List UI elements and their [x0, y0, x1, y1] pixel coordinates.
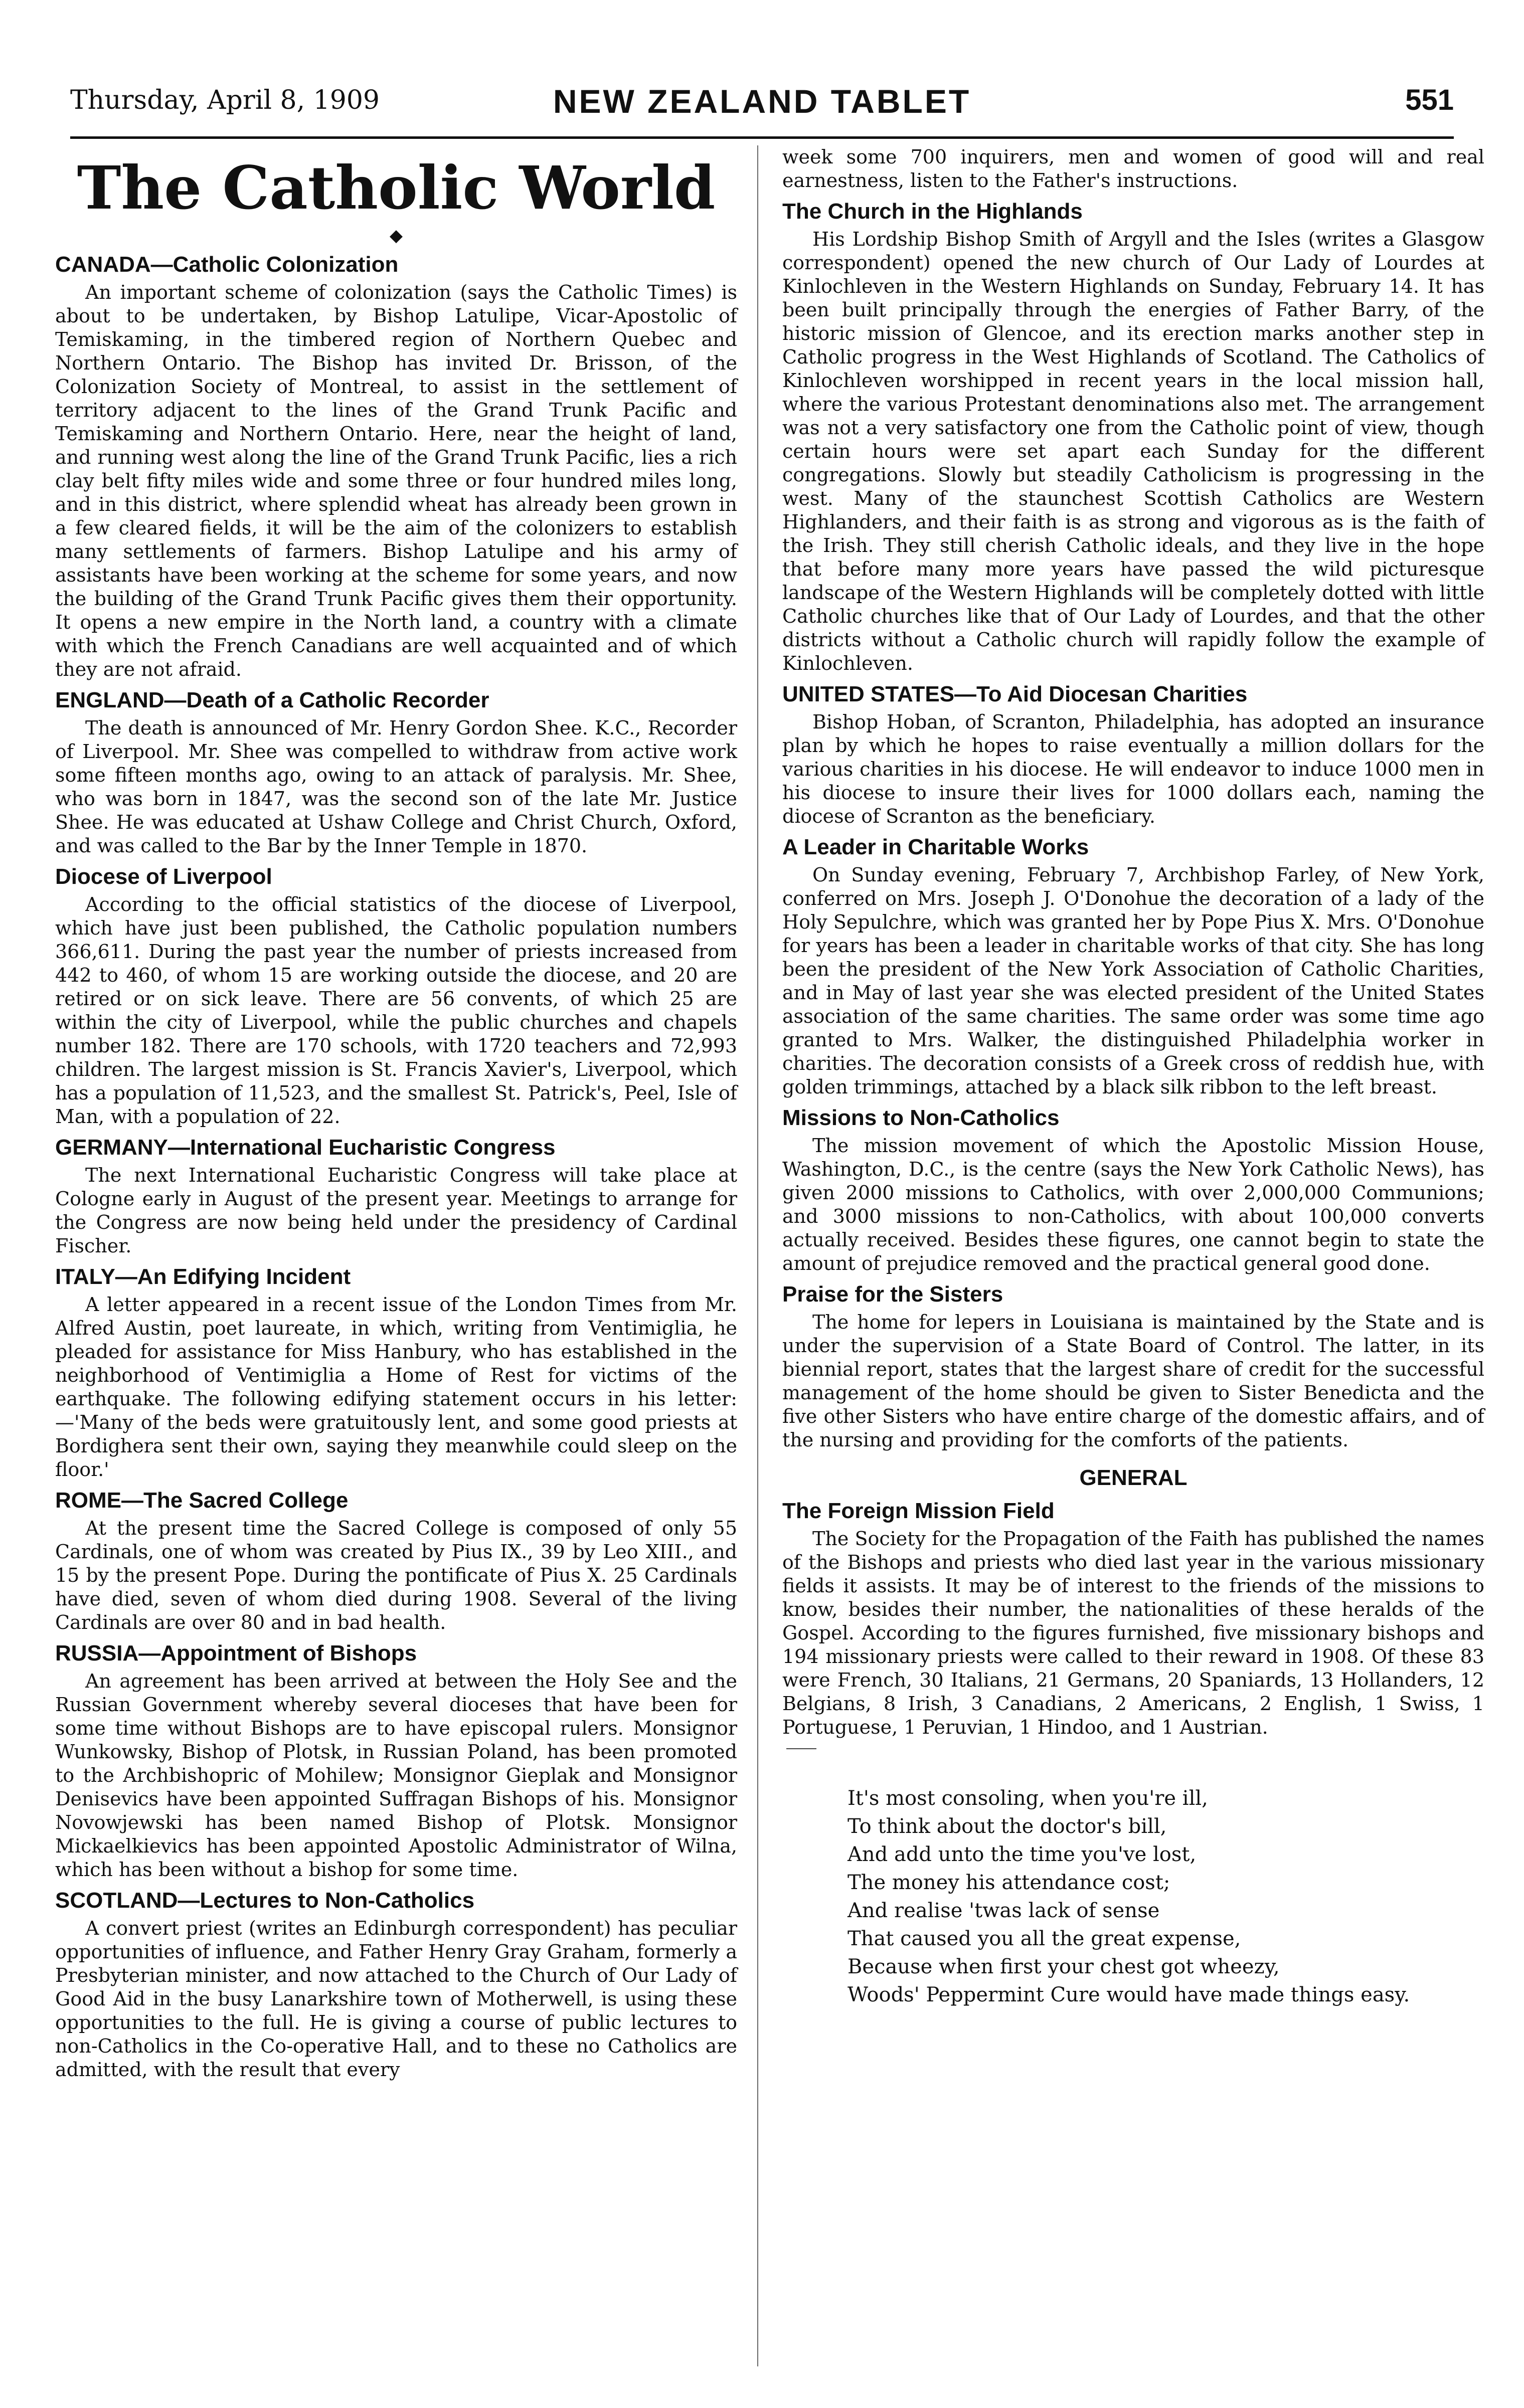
article-body: The home for lepers in Louisiana is maintained by the State and is under the supervision of a State Board of Control. The latter, in its biennial report, states that the largest share of credit for the successful management of the home should be given to Sister Benedicta and the five other Sisters who have entire charge of the domestic affairs, and of the nursing and providing for the comforts of the patients. — [782, 1311, 1484, 1451]
continued-text: week some 700 inquirers, men and women of good will and real earnestness, listen to the Father's instructions. — [782, 146, 1484, 192]
poem-line: And realise 'twas lack of sense — [848, 1899, 1160, 1922]
advert-poem — [848, 1784, 1484, 2009]
right-articles — [782, 198, 1484, 1452]
general-heading: GENERAL — [1079, 1465, 1188, 1490]
poem-line: The money his attendance cost; — [848, 1871, 1170, 1894]
left-column — [55, 145, 737, 2082]
article-body: According to the official statistics of the diocese of Liverpool, which have just been published, the Catholic population numbers 366,611. During the past year the number of priests increased from 442 to 460, of whom 15 are working outside the diocese, and 20 are retired or on sick leave. There are 56 convents, of which 25 are within the city of Liverpool, while the public churches and chapels number 182. There are 170 schools, with 1720 teachers and 72,993 children. The largest mission is St. Francis Xavier's, Liverpool, which has a population of 11,523, and the smallest St. Patrick's, Peel, Isle of Man, with a population of 22. — [55, 893, 737, 1128]
left-articles — [55, 251, 737, 2082]
article-body: Bishop Hoban, of Scranton, Philadelphia, has adopted an insurance plan by which he hopes to raise eventually a million dollars for the various charities in his diocese. He will endeavor to induce 1000 men in his diocese to insure their lives for 1000 dollars each, naming the diocese of Scranton as the beneficiary. — [782, 711, 1484, 827]
article-heading: The Church in the Highlands — [782, 199, 1083, 224]
article-heading: Missions to Non-Catholics — [782, 1105, 1060, 1130]
article-body: A letter appeared in a recent issue of the London Times from Mr. Alfred Austin, poet laureate, in which, writing from Ventimiglia, he pleaded for assistance for Miss Hanbury, who has established in the neighborhood of Ventimiglia a Home of Rest for victims of the earthquake. The following edifying statement occurs in his letter:—'Many of the beds were gratuitously lent, and some good priests at Bordighera sent their own, saying they meanwhile could sleep on the floor.' — [55, 1293, 737, 1480]
page-title: The Catholic World — [77, 153, 716, 223]
article-heading: GERMANY—International Eucharistic Congress — [55, 1135, 556, 1160]
article-heading: UNITED STATES—To Aid Diocesan Charities — [782, 682, 1248, 706]
column-divider — [757, 145, 758, 2366]
article-body: The mission movement of which the Apostolic Mission House, Washington, D.C., is the centre (says the New York Catholic News), has given 2000 missions to Catholics, with over 2,000,000 Communions; and 3000 missions to non-Catholics, with about 100,000 converts actually received. Besides these figures, one cannot begin to state the amount of prejudice removed and the practical general good done. — [782, 1135, 1484, 1274]
article-body: The Society for the Propagation of the Faith has published the names of the Bishops and priests who died last year in the various missionary fields it assists. It may be of interest to the friends of the missions to know, besides their number, the nationalities of these heralds of the Gospel. According to the figures furnished, five missionary bishops and 194 missionary priests were called to their reward in 1908. Of these 83 were French, 30 Italians, 21 Germans, 20 Spaniards, 13 Hollanders, 12 Belgians, 8 Irish, 3 Canadians, 2 Americans, 2 English, 1 Swiss, 1 Portuguese, 1 Peruvian, 1 Hindoo, and 1 Austrian. — [782, 1528, 1484, 1738]
article-heading: RUSSIA—Appointment of Bishops — [55, 1641, 417, 1665]
article-heading: SCOTLAND—Lectures to Non-Catholics — [55, 1888, 475, 1913]
publication-title: NEW ZEALAND TABLET — [553, 83, 971, 120]
poem-line: It's most consoling, when you're ill, — [848, 1787, 1208, 1810]
article-heading: ITALY—An Edifying Incident — [55, 1264, 351, 1289]
article-body: On Sunday evening, February 7, Archbishop Farley, of New York, conferred on Mrs. Joseph J. O'Donohue the decoration of a lady of the Holy Sepulchre, which was granted her by Pope Pius X. Mrs. O'Donohue for years has been a leader in charitable works of that city. She has long been the president of the New York Association of Catholic Charities, and in May of last year she was elected president of the United States association of the same charities. The same order was some time ago granted to Mrs. Walker, the distinguished Philadelphia worker in charities. The decoration consists of a Greek cross of reddish hue, with golden trimmings, attached by a black silk ribbon to the left breast. — [782, 864, 1484, 1098]
article-body: At the present time the Sacred College is composed of only 55 Cardinals, one of whom was created by Pius IX., 39 by Leo XIII., and 15 by the present Pope. During the pontificate of Pius X. 25 Cardinals have died, seven of whom died during 1908. Several of the living Cardinals are over 80 and in bad health. — [55, 1517, 737, 1633]
article-heading: The Foreign Mission Field — [782, 1499, 1055, 1523]
header-rule — [70, 136, 1454, 139]
article-body: His Lordship Bishop Smith of Argyll and the Isles (writes a Glasgow correspondent) opened the new church of Our Lady of Lourdes at Kinlochleven in the Western Highlands on Sunday, February 14. It has been built principally through the energies of Father Barry, of the historic mission of Glencoe, and its erection marks another step in Catholic progress in the West Highlands of Scotland. The Catholics of Kinlochleven worshipped in recent years in the local mission hall, where the various Protestant denominations also met. The arrangement was not a very satisfactory one from the Catholic point of view, though certain hours were set apart each Sunday for the different congregations. Slowly but steadily Catholicism is progressing in the west. Many of the staunchest Scottish Catholics are Western Highlanders, and their faith is as strong and vigorous as is the faith of the Irish. They still cherish Catholic ideals, and they live in the hope that before many more years have passed the wild picturesque landscape of the Western Highlands will be completely dotted with little Catholic churches like that of Our Lady of Lourdes, and that the other districts without a Catholic church will rapidly follow the example of Kinlochleven. — [782, 228, 1484, 674]
article-heading: Diocese of Liverpool — [55, 864, 272, 889]
masthead — [70, 85, 1454, 130]
article-heading: ENGLAND—Death of a Catholic Recorder — [55, 688, 489, 712]
short-rule — [786, 1748, 816, 1749]
article-body: The death is announced of Mr. Henry Gordon Shee. K.C., Recorder of Liverpool. Mr. Shee was compelled to withdraw from active work some fifteen months ago, owing to an attack of paralysis. Mr. Shee, who was born in 1847, was the second son of the late Mr. Justice Shee. He was educated at Ushaw College and Christ Church, Oxford, and was called to the Bar by the Inner Temple in 1870. — [55, 717, 737, 857]
page-number: 551 — [1405, 84, 1454, 116]
poem-line: Because when first your chest got wheezy, — [848, 1955, 1280, 1978]
poem-line: Woods' Peppermint Cure would have made things easy. — [848, 1983, 1410, 2006]
article-body: An important scheme of colonization (says the Catholic Times) is about to be undertaken, by Bishop Latulipe, Vicar-Apostolic of Temiskaming, in the timbered region of Northern Quebec and Northern Ontario. The Bishop has invited Dr. Brisson, of the Colonization Society of Montreal, to assist in the settlement of territory adjacent to the lines of the Grand Trunk Pacific and Temiskaming and Northern Ontario. Here, near the height of land, and running west along the line of the Grand Trunk Pacific, lies a rich clay belt fifty miles wide and some three or four hundred miles long, and in this district, where splendid wheat has already been grown in a few cleared fields, it will be the aim of the colonizers to establish many settlements of farmers. Bishop Latulipe and his army of assistants have been working at the scheme for some years, and now the building of the Grand Trunk Pacific gives them their opportunity. It opens a new empire in the North land, a country with a climate with which the French Canadians are well acquainted and of which they are not afraid. — [55, 281, 737, 680]
article-body: The next International Eucharistic Congress will take place at Cologne early in August of the present year. Meetings to arrange for the Congress are now being held under the presidency of Cardinal Fischer. — [55, 1164, 737, 1257]
article-heading: A Leader in Charitable Works — [782, 835, 1089, 859]
right-column — [782, 145, 1484, 2009]
article-heading: CANADA—Catholic Colonization — [55, 252, 399, 277]
ornament-divider: ◆ — [389, 226, 403, 246]
article-body: A convert priest (writes an Edinburgh correspondent) has peculiar opportunities of influence, and Father Henry Gray Graham, formerly a Presbyterian minister, and now attached to the Church of Our Lady of Good Aid in the busy Lanarkshire town of Motherwell, is using these opportunities to the full. He is giving a course of public lectures to non-Catholics in the Co-operative Hall, and to these no Catholics are admitted, with the result that every — [55, 1917, 737, 2081]
article-heading: ROME—The Sacred College — [55, 1488, 349, 1513]
article-heading: Praise for the Sisters — [782, 1282, 1003, 1307]
poem-line: That caused you all the great expense, — [848, 1927, 1241, 1950]
article-body: An agreement has been arrived at between the Holy See and the Russian Government whereby several dioceses that have been for some time without Bishops are to have episcopal rulers. Monsignor Wunkowsky, Bishop of Plotsk, in Russian Poland, has been promoted to the Archbishopric of Mohilew; Monsignor Gieplak and Monsignor Denisevics have been appointed Suffragan Bishops of his. Monsignor Novowjewski has been named Bishop of Plotsk. Monsignor Mickaelkievics has been appointed Apostolic Administrator of Wilna, which has been without a bishop for some time. — [55, 1670, 737, 1881]
poem-line: To think about the doctor's bill, — [848, 1815, 1167, 1838]
issue-date: Thursday, April 8, 1909 — [70, 85, 380, 115]
poem-line: And add unto the time you've lost, — [848, 1843, 1197, 1866]
general-articles — [782, 1497, 1484, 1739]
